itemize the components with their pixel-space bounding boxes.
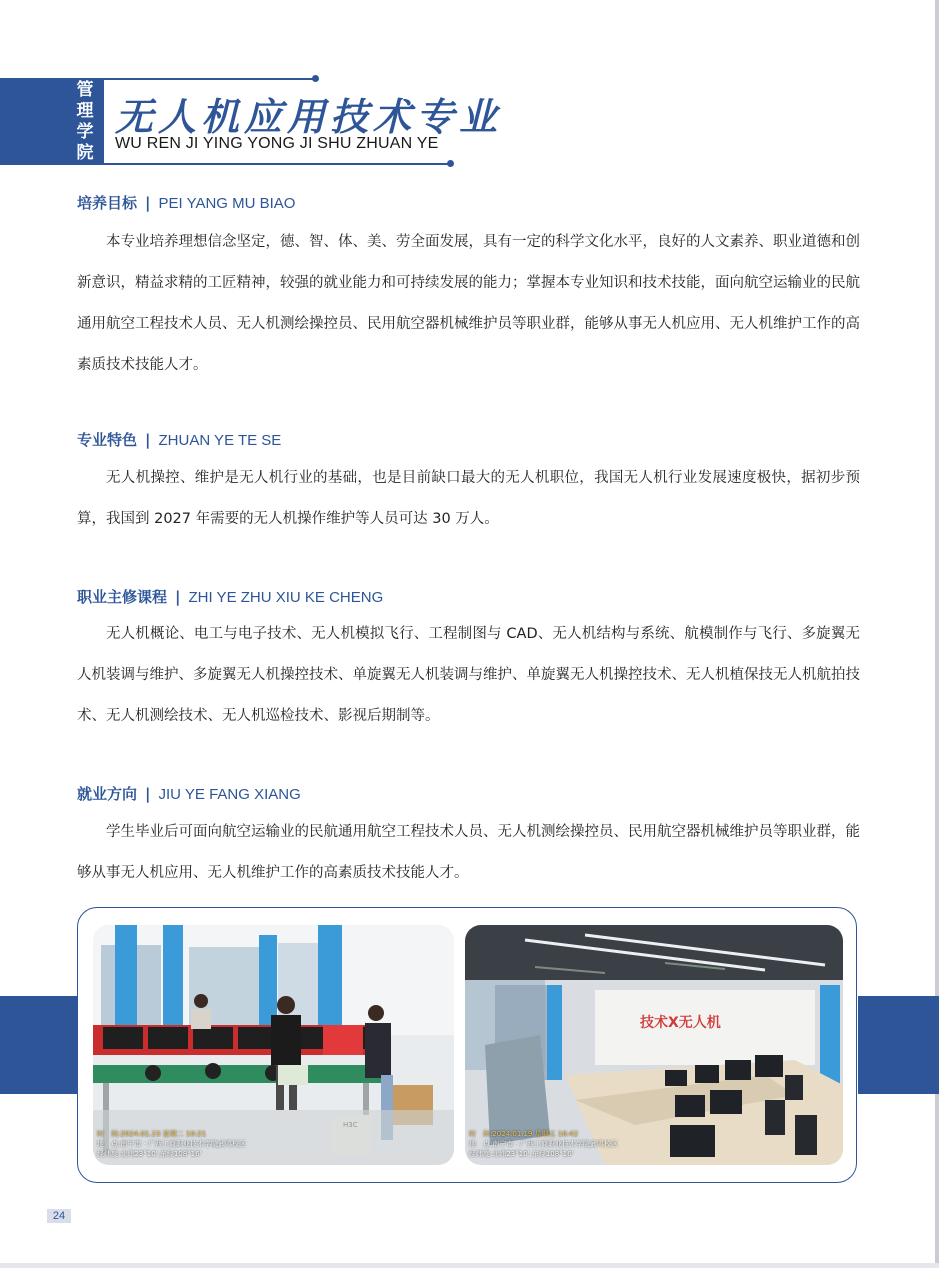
- page-title-pinyin: WU REN JI YING YONG JI SHU ZHUAN YE: [115, 135, 439, 152]
- section-heading-pinyin: JIU YE FANG XIANG: [158, 786, 301, 803]
- header-rule-top: [104, 78, 314, 80]
- section-heading-training-goals: [77, 192, 295, 213]
- photo-computer-lab: [465, 925, 843, 1165]
- page-title: 无人机应用技术专业: [115, 95, 503, 139]
- header-dot: [312, 75, 319, 82]
- photo-timestamp: [97, 1129, 246, 1159]
- photo-workshop: [93, 925, 454, 1165]
- stamp-coords: 经纬度:北纬23°10',东经108°16': [97, 1150, 202, 1158]
- section-heading-cn: 培养目标: [77, 194, 138, 212]
- section-heading-cn: 专业特色: [77, 431, 138, 449]
- section-heading-employment: [77, 783, 301, 804]
- section-body-employment: 学生毕业后可面向航空运输业的民航通用航空工程技术人员、无人机测绘操控员、民用航空器机械维护员等职业群，能够从事无人机应用、无人机维护工作的高素质技术技能人才。: [77, 824, 860, 881]
- heading-divider: |: [145, 785, 151, 803]
- stamp-coords: 经纬度:北纬23°10',东经108°16': [469, 1150, 574, 1158]
- section-heading-pinyin: ZHUAN YE TE SE: [158, 432, 282, 449]
- section-heading-pinyin: ZHI YE ZHU XIU KE CHENG: [188, 589, 384, 606]
- section-body-features: 无人机操控、维护是无人机行业的基础，也是目前缺口最大的无人机职位，我国无人机行业发展速度极快，据初步预算，我国到 2027 年需要的无人机操作维护等人员可达 30 万人。: [77, 470, 860, 527]
- stamp-place: 地 点:南宁市 · 广西工商职业技术学院武鸣校区: [469, 1140, 619, 1148]
- school-name: 管理学院: [76, 80, 94, 163]
- photo-timestamp: [469, 1129, 618, 1159]
- section-heading-cn: 就业方向: [77, 785, 138, 803]
- decorative-band: [858, 996, 939, 1094]
- heading-divider: |: [175, 588, 181, 606]
- section-heading-pinyin: PEI YANG MU BIAO: [158, 195, 296, 212]
- stamp-time: 时 间:2024.01.19 星期五 16:42: [469, 1130, 579, 1138]
- stamp-place: 地 点:南宁市 · 广西工商职业技术学院武鸣校区: [97, 1140, 247, 1148]
- section-body-courses: 无人机概论、电工与电子技术、无人机模拟飞行、工程制图与 CAD、无人机结构与系统、航模制作与飞行、多旋翼无人机装调与维护、多旋翼无人机操控技术、单旋翼无人机装调与维护、单旋翼无人机操控技术、无人机植保技无人机航拍技术、无人机测绘技术、无人机巡检技术、影视后期制等。: [77, 626, 860, 724]
- wall-sign: 技术X无人机: [640, 1015, 721, 1031]
- section-heading-courses: [77, 586, 383, 607]
- section-heading-features: [77, 429, 281, 450]
- page-bottom-edge: [0, 1263, 939, 1268]
- section-body-training-goals: 本专业培养理想信念坚定，德、智、体、美、劳全面发展，具有一定的科学文化水平，良好的人文素养、职业道德和创新意识，精益求精的工匠精神，较强的就业能力和可持续发展的能力；掌握本专业知识和技术技能，面向航空运输业的民航通用航空工程技术人员、无人机测绘操控员、民用航空器机械维护员等职业群，能够从事无人机应用、无人机维护工作的高素质技术技能人才。: [77, 234, 860, 373]
- stamp-time: 时 间:2024.01.23 星期二 10:21: [97, 1130, 207, 1138]
- heading-divider: |: [145, 431, 151, 449]
- header-rule-bottom: [104, 163, 450, 165]
- heading-divider: |: [145, 194, 151, 212]
- page-number: 24: [47, 1209, 71, 1223]
- header-dot: [447, 160, 454, 167]
- decorative-band: [0, 996, 77, 1094]
- section-heading-cn: 职业主修课程: [77, 588, 168, 606]
